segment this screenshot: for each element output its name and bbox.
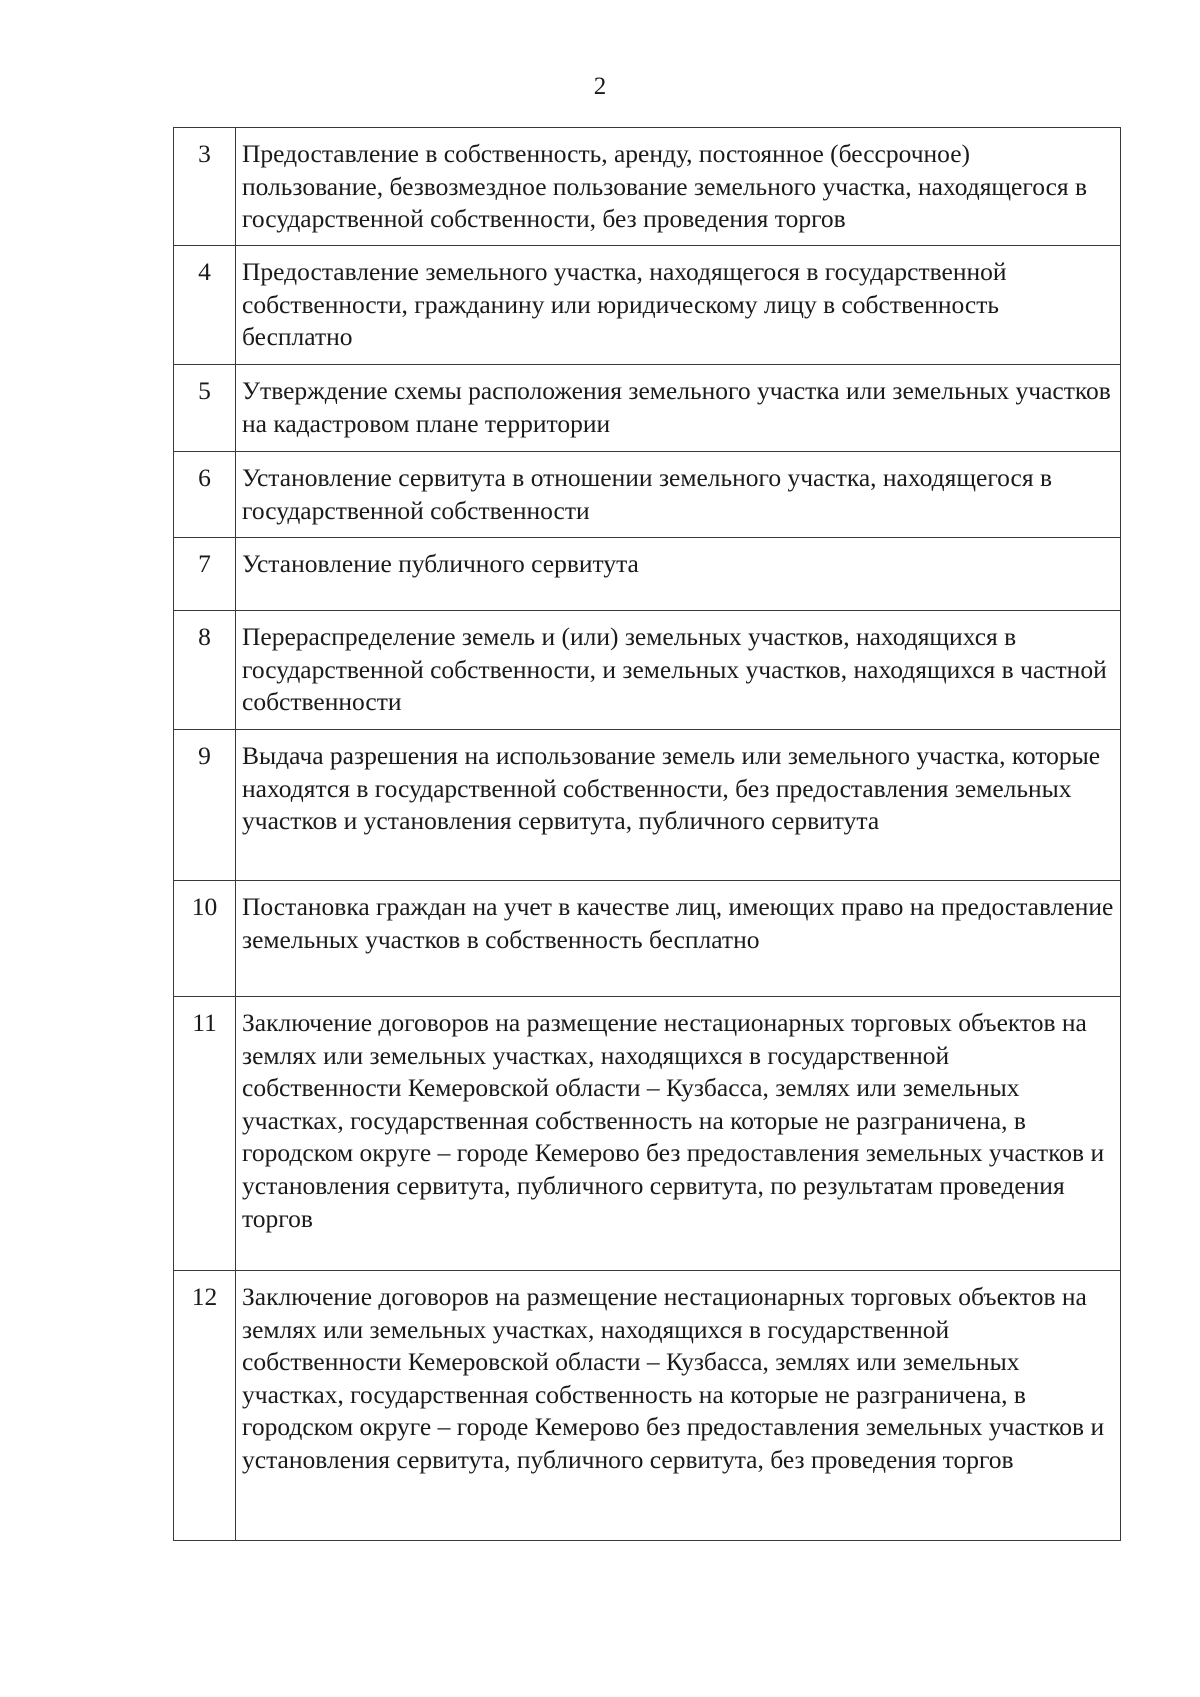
services-table (173, 127, 1121, 1541)
table-row (174, 246, 1121, 365)
table-row (174, 1271, 1121, 1541)
service-description: Установление публичного сервитута (236, 538, 1121, 611)
table-row (174, 365, 1121, 452)
service-description: Установление сервитута в отношении земельного участка, находящегося в государственной собственности (236, 452, 1121, 538)
row-number: 9 (174, 730, 236, 881)
service-description: Предоставление земельного участка, находящегося в государственной собственности, гражданину или юридическому лицу в собственность бесплатно (236, 246, 1121, 365)
table-row (174, 881, 1121, 997)
table-row (174, 997, 1121, 1271)
row-number: 12 (174, 1271, 236, 1541)
row-number: 6 (174, 452, 236, 538)
service-description: Перераспределение земель и (или) земельных участков, находящихся в государственной собственности, и земельных участков, находящихся в частной собственности (236, 611, 1121, 730)
service-description: Заключение договоров на размещение нестационарных торговых объектов на землях или земельных участках, находящихся в государственной собственности Кемеровской области – Кузбасса, землях или земельных участках, государственная собственность на которые не разграничена, в городском округе – городе Кемерово без предоставления земельных участков и установления сервитута, публичного сервитута, без проведения торгов (236, 1271, 1121, 1541)
service-description: Заключение договоров на размещение нестационарных торговых объектов на землях или земельных участках, находящихся в государственной собственности Кемеровской области – Кузбасса, землях или земельных участках, государственная собственность на которые не разграничена, в городском округе – городе Кемерово без предоставления земельных участков и установления сервитута, публичного сервитута, по результатам проведения торгов (236, 997, 1121, 1271)
table-row (174, 538, 1121, 611)
service-description: Утверждение схемы расположения земельного участка или земельных участков на кадастровом плане территории (236, 365, 1121, 452)
service-description: Выдача разрешения на использование земель или земельного участка, которые находятся в государственной собственности, без предоставления земельных участков и установления сервитута, публичного сервитута (236, 730, 1121, 881)
row-number: 5 (174, 365, 236, 452)
table-row (174, 128, 1121, 246)
service-description: Предоставление в собственность, аренду, постоянное (бессрочное) пользование, безвозмездное пользование земельного участка, находящегося в государственной собственности, без проведения торгов (236, 128, 1121, 246)
row-number: 11 (174, 997, 236, 1271)
row-number: 4 (174, 246, 236, 365)
service-description: Постановка граждан на учет в качестве лиц, имеющих право на предоставление земельных участков в собственность бесплатно (236, 881, 1121, 997)
table-row (174, 611, 1121, 730)
page-number: 2 (593, 73, 607, 100)
row-number: 8 (174, 611, 236, 730)
table-row (174, 730, 1121, 881)
row-number: 7 (174, 538, 236, 611)
table-row (174, 452, 1121, 538)
row-number: 10 (174, 881, 236, 997)
row-number: 3 (174, 128, 236, 246)
